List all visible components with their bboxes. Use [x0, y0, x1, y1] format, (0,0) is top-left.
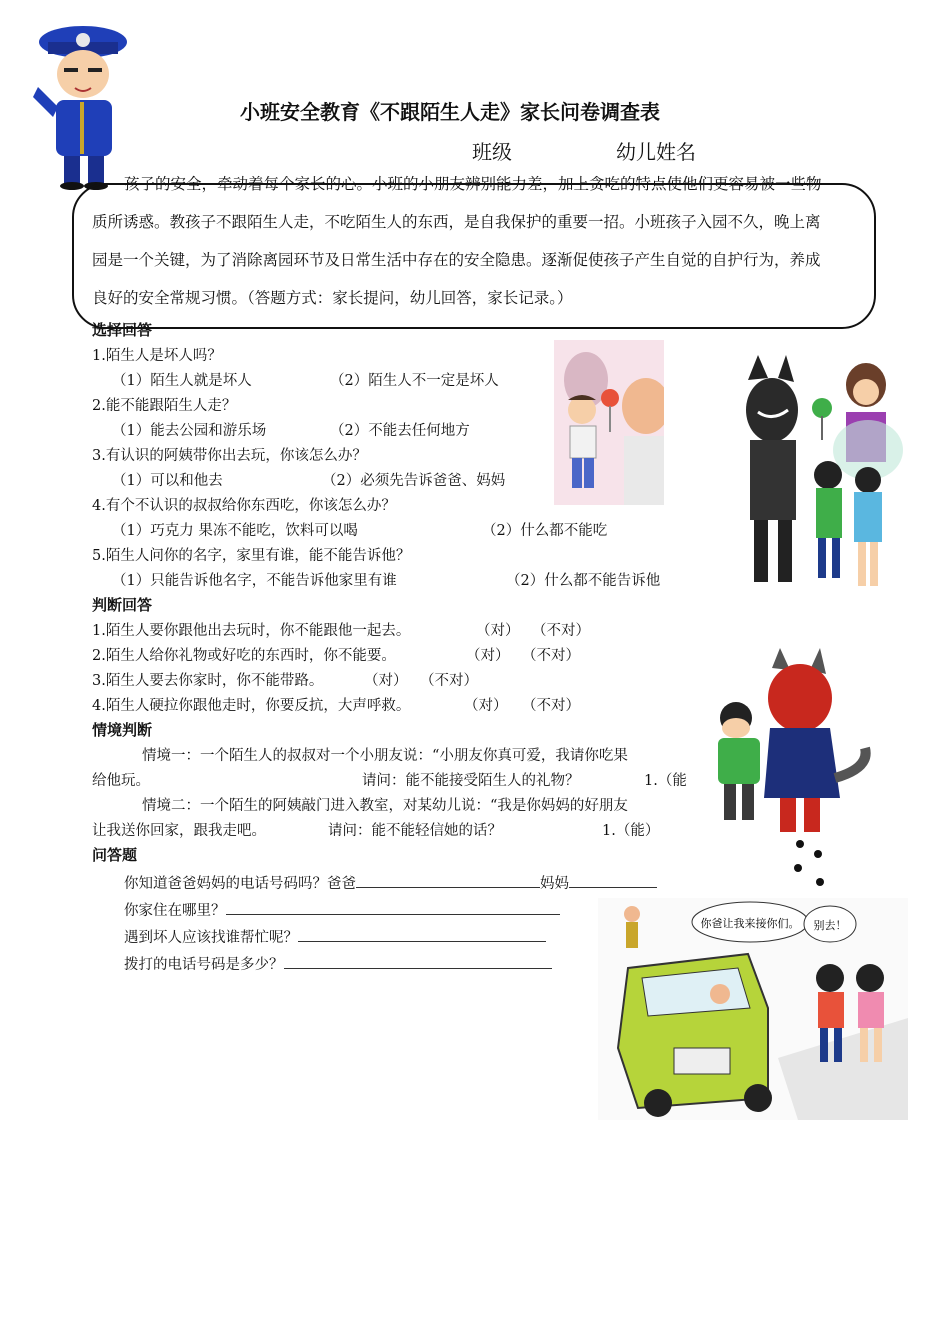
judge-question-3: 3.陌生人要去你家时，你不能带路。	[92, 673, 324, 689]
speech-bubble-child: 别去！	[813, 919, 847, 932]
scenario-1-question: 请问：能不能接受陌生人的礼物？	[362, 773, 580, 789]
intro-line-2: 质所诱惑。教孩子不跟陌生人走，不吃陌生人的东西，是自我保护的重要一招。小班孩子入园不久，晚上离	[92, 213, 821, 231]
judge-yes-1: （对）	[476, 623, 520, 639]
choice-option-1b: （2）陌生人不一定是坏人	[330, 373, 499, 389]
qa-help-row	[124, 926, 546, 947]
choice-option-1a: （1）陌生人就是坏人	[112, 373, 252, 389]
choice-option-5a: （1）只能告诉他名字，不能告诉他家里有谁	[112, 573, 397, 589]
qa-question-phone: 你知道爸爸妈妈的电话号码吗？爸爸	[124, 876, 356, 892]
intro-line-3: 园是一个关键，为了消除离园环节及日常生活中存在的安全隐患。逐渐促使孩子产生自觉的自护行为，养成	[92, 251, 821, 269]
dad-phone-field[interactable]	[356, 873, 540, 888]
judge-question-4: 4.陌生人硬拉你跟他走时，你要反抗，大声呼救。	[92, 698, 411, 714]
wolf-stranger-illustration	[728, 350, 908, 600]
police-officer-illustration	[28, 12, 138, 192]
wolf-leading-child-illustration	[700, 648, 890, 898]
qa-address-row	[124, 899, 560, 920]
judge-yes-2: （对）	[466, 648, 510, 664]
qa-question-dial: 拨打的电话号码是多少？	[124, 957, 284, 973]
choice-question-1: 1.陌生人是坏人吗？	[92, 348, 222, 364]
scenario-2-line-2: 让我送你回家，跟我走吧。	[92, 823, 266, 839]
intro-line-1: 孩子的安全，牵动着每个家长的心。小班的小朋友辨别能力差，加上贪吃的特点使他们更容易被一些物	[124, 175, 822, 193]
qa-mom-label: 妈妈	[540, 876, 569, 892]
choice-option-5b: （2）什么都不能告诉他	[506, 573, 661, 589]
scenario-1-option: 1.（能	[644, 773, 687, 789]
scenario-heading: 情境判断	[92, 721, 153, 739]
judge-yes-4: （对）	[464, 698, 508, 714]
choice-option-2a: （1）能去公园和游乐场	[112, 423, 267, 439]
class-label: 班级	[472, 140, 512, 164]
judge-yes-3: （对）	[364, 673, 408, 689]
help-field[interactable]	[298, 927, 546, 942]
scenario-2-option: 1.（能）	[602, 823, 660, 839]
judge-no-2: （不对）	[522, 648, 580, 664]
scenario-2-question: 请问：能不能轻信她的话？	[328, 823, 502, 839]
choice-option-2b: （2）不能去任何地方	[330, 423, 470, 439]
page-title: 小班安全教育《不跟陌生人走》家长问卷调查表	[240, 100, 660, 124]
qa-dial-row	[124, 953, 552, 974]
qa-question-address: 你家住在哪里？	[124, 903, 226, 919]
qa-question-help: 遇到坏人应该找谁帮忙呢？	[124, 930, 298, 946]
judge-no-3: （不对）	[420, 673, 478, 689]
choice-option-3b: （2）必须先告诉爸爸、妈妈	[322, 473, 506, 489]
choice-question-3: 3.有认识的阿姨带你出去玩，你该怎么办？	[92, 448, 367, 464]
choice-heading: 选择回答	[92, 321, 153, 339]
judge-question-2: 2.陌生人给你礼物或好吃的东西时，你不能要。	[92, 648, 396, 664]
choice-question-2: 2.能不能跟陌生人走？	[92, 398, 237, 414]
qa-phone-row	[124, 872, 657, 893]
choice-option-4b: （2）什么都不能吃	[482, 523, 608, 539]
choice-option-3a: （1）可以和他去	[112, 473, 223, 489]
intro-line-4: 良好的安全常规习惯。（答题方式：家长提问，幼儿回答，家长记录。）	[92, 289, 573, 307]
choice-question-5: 5.陌生人问你的名字，家里有谁，能不能告诉他？	[92, 548, 411, 564]
dial-number-field[interactable]	[284, 954, 552, 969]
judge-no-1: （不对）	[532, 623, 590, 639]
scenario-2-line-1: 情境二：一个陌生的阿姨敲门进入教室，对某幼儿说：“我是你妈妈的好朋友	[142, 798, 628, 814]
choice-option-4a: （1）巧克力 果冻不能吃，饮料可以喝	[112, 523, 358, 539]
scenario-1-line-1: 情境一：一个陌生人的叔叔对一个小朋友说：“小朋友你真可爱，我请你吃果	[142, 748, 628, 764]
child-name-label: 幼儿姓名	[616, 140, 696, 164]
scenario-1-line-2: 给他玩。	[92, 773, 150, 789]
address-field[interactable]	[226, 900, 560, 915]
qa-heading: 问答题	[92, 846, 138, 864]
stranger-child-illustration	[554, 340, 664, 505]
car-stranger-kids-illustration	[598, 898, 908, 1120]
choice-question-4: 4.有个不认识的叔叔给你东西吃，你该怎么办？	[92, 498, 396, 514]
judge-question-1: 1.陌生人要你跟他出去玩时，你不能跟他一起去。	[92, 623, 411, 639]
mom-phone-field[interactable]	[569, 873, 657, 888]
judge-no-4: （不对）	[522, 698, 580, 714]
speech-bubble-stranger: 你爸让我来接你们。	[700, 917, 800, 930]
judge-heading: 判断回答	[92, 596, 153, 614]
